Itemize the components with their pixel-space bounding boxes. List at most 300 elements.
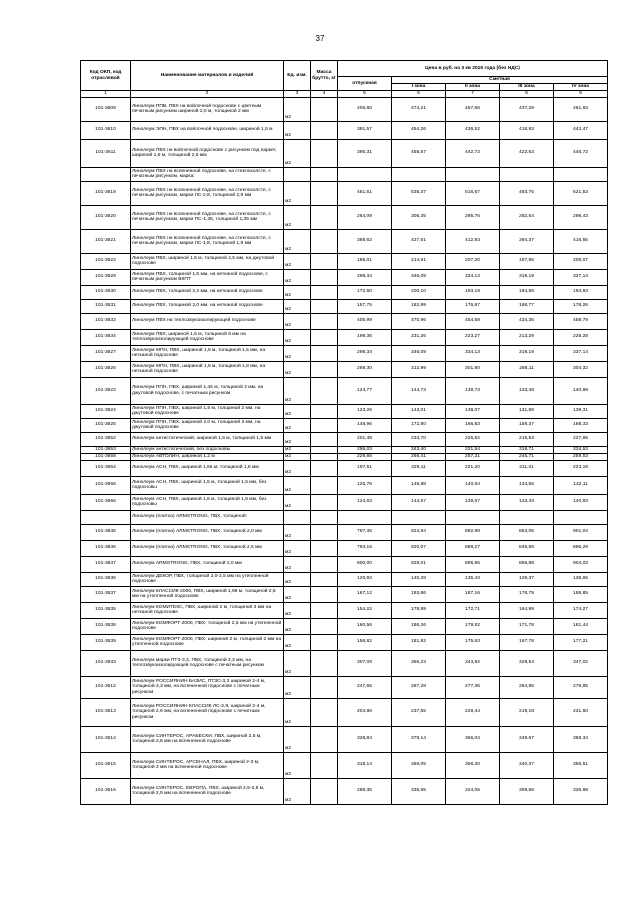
table-row [81, 97, 608, 121]
cell-name: Линолеум ПВХ, толщиной 2,0 мм, на нетканой подоснове [131, 299, 284, 313]
table-row [81, 285, 608, 299]
header-mass: Масса брутто, кг [311, 61, 338, 91]
cell-unit: м2 [284, 418, 311, 432]
cell-zone-2-price: 229,44 [446, 698, 500, 726]
cell-name: Линолеум ППН, ПВХ, шириной 1,5 м, толщиной 2 мм, на джутовой подоснове [131, 404, 284, 418]
cell-release-price: 124,77 [338, 377, 392, 404]
cell-unit: м2 [284, 778, 311, 804]
table-row [81, 418, 608, 432]
cell-code: 101-3637 [81, 586, 131, 602]
cell-unit: м2 [284, 572, 311, 586]
cell-zone-4-price: 142,11 [554, 476, 608, 494]
cell-zone-1-price: 233,70 [392, 432, 446, 446]
cell-zone-4-price: 209,07 [554, 253, 608, 269]
table-row [81, 229, 608, 253]
cell-unit: м2 [284, 453, 311, 460]
cell-zone-2-price: 436,52 [446, 121, 500, 139]
cell-zone-2-price: 356,30 [446, 752, 500, 778]
column-index: 4 [311, 91, 338, 98]
table-row [81, 540, 608, 556]
cell-zone-2-price: 301,90 [446, 361, 500, 377]
cell-zone-2-price: 257,21 [446, 453, 500, 460]
cell-name: Линолеум КОМФОРТ-2000, ПВХ, толщиной 2,5 мм на утепленной подоснове [131, 618, 284, 634]
cell-mass [311, 285, 338, 299]
cell-code: 101-3632 [81, 313, 131, 329]
cell-zone-4-price: 337,14 [554, 345, 608, 361]
cell-zone-2-price: 334,13 [446, 345, 500, 361]
cell-mass [311, 181, 338, 205]
cell-code: 101-3634 [81, 329, 131, 345]
cell-code: 101-3623 [81, 377, 131, 404]
cell-unit: м2 [284, 313, 311, 329]
cell-mass [311, 494, 338, 510]
cell-zone-2-price: 179,82 [446, 618, 500, 634]
cell-zone-2-price: 221,20 [446, 460, 500, 476]
cell-zone-3-price: 197,95 [500, 253, 554, 269]
cell-zone-2-price: 516,67 [446, 181, 500, 205]
table-header [81, 61, 608, 98]
cell-unit: м2 [284, 269, 311, 285]
cell-code: 101-3619 [81, 181, 131, 205]
column-index: 6 [392, 91, 446, 98]
cell-zone-2-price: 442,72 [446, 139, 500, 167]
cell-code: 101-3656 [81, 494, 131, 510]
cell-unit: м2 [284, 285, 311, 299]
cell-zone-4-price: 178,26 [554, 299, 608, 313]
cell-zone-4-price: 168,33 [554, 418, 608, 432]
table-row [81, 602, 608, 618]
cell-mass [311, 540, 338, 556]
cell-zone-1-price: 144,57 [392, 494, 446, 510]
cell-code: 101-3636 [81, 572, 131, 586]
cell-zone-3-price: 319,19 [500, 345, 554, 361]
table-row [81, 698, 608, 726]
cell-zone-3-price: 349,67 [500, 726, 554, 752]
cell-zone-1-price: 535,37 [392, 181, 446, 205]
cell-zone-1-price: 186,26 [392, 618, 446, 634]
cell-release-price: 269,30 [338, 361, 392, 377]
cell-name: Линолеум КОМИТЕКС, ПВХ, шириной 2 м, толщиной 3 мм на нетканой подоснове [131, 602, 284, 618]
cell-zone-2-price: 187,16 [446, 586, 500, 602]
cell-code: 101-3631 [81, 299, 131, 313]
cell-zone-3-price: 134,55 [500, 476, 554, 494]
cell-zone-2-price: 135,43 [446, 572, 500, 586]
cell-zone-2-price: 295,76 [446, 205, 500, 229]
cell-release-price: 148,96 [338, 418, 392, 432]
cell-unit: м2 [284, 476, 311, 494]
cell-release-price: 368,62 [338, 229, 392, 253]
cell-name: Линолеум РОССИЯНИН КЛАССИК ЛС-2,9, шириной 2-4 м, толщиной 2,9 мм, на вспененной подоснове с печатным рисунком [131, 698, 284, 726]
column-index: 9 [554, 91, 608, 98]
cell-zone-2-price: 324,05 [446, 778, 500, 804]
cell-zone-3-price: 309,56 [500, 778, 554, 804]
section-title: Линолеум (плитка) ARMSTRONG, ПВХ, толщиной: [131, 510, 284, 524]
cell-name: Линолеум РОССИЯНИН БАЗИС, ПТЗС-3,3 шириной 2-4 м, толщиной 3,3 мм, на вспененной подоснове с печатным рисунком [131, 676, 284, 698]
header-estimate: Сметная [392, 77, 608, 84]
cell-release-price: 797,35 [338, 524, 392, 540]
cell-zone-2-price: 892,98 [446, 524, 500, 540]
cell-mass [311, 698, 338, 726]
cell-zone-1-price: 214,91 [392, 253, 446, 269]
cell-zone-3-price: 211,31 [500, 460, 554, 476]
cell-zone-3-price: 493,75 [500, 181, 554, 205]
cell-unit: м2 [284, 121, 311, 139]
cell-mass [311, 361, 338, 377]
section-row [81, 167, 608, 181]
table-body [81, 97, 608, 804]
cell-release-price: 157,75 [338, 299, 392, 313]
cell-name: Линолеум ПВХ на войлочной подоснове с рисунком под паркет, шириной 1,5 м, толщиной 2,5 мм [131, 139, 284, 167]
cell-zone-1-price: 470,96 [392, 313, 446, 329]
header-unit: Ед. изм. [284, 61, 311, 91]
cell-mass [311, 432, 338, 446]
empty-cell [284, 510, 311, 524]
cell-mass [311, 313, 338, 329]
cell-name: Линолеум (плитка) ARMSTRONG, ПВХ, толщиной 2,0 мм [131, 524, 284, 540]
cell-code: 101-3653 [81, 446, 131, 453]
cell-zone-3-price: 848,55 [500, 540, 554, 556]
cell-zone-1-price: 172,80 [392, 418, 446, 432]
cell-name: Линолеум СИНТЕРОС, АРСЕНАЛ, ПВХ, шириной 2-3 м, толщиной 3 мм на вспененной подоснове [131, 752, 284, 778]
cell-name: Линолеум АСН, ПВХ, шириной 1,6 м, толщиной 1,5 мм, без подосновы [131, 494, 284, 510]
cell-release-price: 154,22 [338, 602, 392, 618]
column-index: 3 [284, 91, 311, 98]
cell-zone-4-price: 901,04 [554, 524, 608, 540]
cell-name: Линолеум ПВХ на вспененной подоснове, на стеклохолсте, с печатным рисунком, марки ЛС-2,8, толщиной 2,8 мм [131, 181, 284, 205]
empty-cell [446, 510, 500, 524]
cell-code: 101-3658 [81, 453, 131, 460]
empty-cell [554, 167, 608, 181]
cell-code: 101-3630 [81, 285, 131, 299]
cell-zone-2-price: 175,63 [446, 634, 500, 650]
cell-mass [311, 726, 338, 752]
table-row [81, 650, 608, 676]
cell-zone-4-price: 225,28 [554, 329, 608, 345]
cell-mass [311, 121, 338, 139]
cell-release-price: 405,60 [338, 97, 392, 121]
cell-unit: м2 [284, 377, 311, 404]
empty-cell [500, 510, 554, 524]
cell-zone-3-price: 215,53 [500, 432, 554, 446]
cell-zone-4-price: 140,99 [554, 377, 608, 404]
cell-unit: м2 [284, 726, 311, 752]
cell-unit: м2 [284, 556, 311, 572]
cell-zone-1-price: 229,11 [392, 460, 446, 476]
cell-mass [311, 602, 338, 618]
cell-code: 101-3621 [81, 229, 131, 253]
cell-name: Линолеум АВТОЛИН, шириной 1,2 м [131, 453, 284, 460]
cell-zone-4-price: 231,50 [554, 698, 608, 726]
cell-unit: м2 [284, 634, 311, 650]
empty-cell [446, 167, 500, 181]
cell-zone-3-price: 328,54 [500, 650, 554, 676]
table-row [81, 121, 608, 139]
table-row [81, 299, 608, 313]
cell-mass [311, 556, 338, 572]
cell-zone-3-price: 159,37 [500, 418, 554, 432]
cell-mass [311, 650, 338, 676]
cell-zone-4-price: 188,85 [554, 586, 608, 602]
table-row [81, 404, 608, 418]
cell-mass [311, 253, 338, 269]
cell-zone-1-price: 343,40 [392, 446, 446, 453]
cell-zone-4-price: 194,93 [554, 285, 608, 299]
header-zone-4: IV зона [554, 84, 608, 91]
cell-unit: м2 [284, 698, 311, 726]
cell-zone-1-price: 266,41 [392, 453, 446, 460]
column-index: 1 [81, 91, 131, 98]
cell-zone-1-price: 181,92 [392, 634, 446, 650]
cell-zone-4-price: 359,51 [554, 752, 608, 778]
page-number: 37 [315, 34, 325, 43]
cell-unit: м2 [284, 494, 311, 510]
table-row [81, 377, 608, 404]
cell-zone-1-price: 231,26 [392, 329, 446, 345]
cell-mass [311, 618, 338, 634]
cell-release-price: 201,48 [338, 432, 392, 446]
cell-zone-4-price: 223,19 [554, 460, 608, 476]
cell-name: Линолеум (плитка) ARMSTRONG, ПВХ, толщиной 2,5 мм [131, 540, 284, 556]
cell-zone-1-price: 287,28 [392, 676, 446, 698]
cell-release-price: 120,93 [338, 572, 392, 586]
cell-release-price: 125,76 [338, 476, 392, 494]
empty-cell [311, 167, 338, 181]
cell-release-price: 264,09 [338, 205, 392, 229]
cell-mass [311, 453, 338, 460]
cell-unit: м2 [284, 446, 311, 453]
cell-zone-1-price: 144,73 [392, 377, 446, 404]
cell-name: Линолеум ПВХ, толщиной 1,6 мм, на нетканой подоснове, с печатным рисунком ВКПТ [131, 269, 284, 285]
cell-release-price: 160,56 [338, 618, 392, 634]
cell-zone-1-price: 140,28 [392, 572, 446, 586]
empty-cell [284, 167, 311, 181]
cell-zone-1-price: 346,09 [392, 269, 446, 285]
cell-code: 101-3620 [81, 205, 131, 229]
cell-zone-1-price: 178,89 [392, 602, 446, 618]
cell-zone-4-price: 904,03 [554, 556, 608, 572]
cell-code: 101-3933 [81, 650, 131, 676]
cell-zone-2-price: 331,54 [446, 446, 500, 453]
table-row [81, 572, 608, 586]
cell-code: 101-3626 [81, 361, 131, 377]
cell-zone-3-price: 184,55 [500, 285, 554, 299]
cell-unit: м2 [284, 253, 311, 269]
column-index: 8 [500, 91, 554, 98]
cell-release-price: 395,31 [338, 139, 392, 167]
cell-name: Линолеум СИНТЕРОС, ЕВРОПА, ПВХ, шириной 2,5-3,5 м, толщиной 2,9 мм на вспененной подоснове [131, 778, 284, 804]
cell-zone-4-price: 259,53 [554, 453, 608, 460]
table-row [81, 345, 608, 361]
table-row [81, 329, 608, 345]
cell-release-price: 307,09 [338, 650, 392, 676]
cell-zone-3-price: 131,89 [500, 404, 554, 418]
cell-zone-2-price: 193,19 [446, 285, 500, 299]
table-row [81, 494, 608, 510]
table-row [81, 460, 608, 476]
cell-mass [311, 229, 338, 253]
cell-unit: м2 [284, 361, 311, 377]
header-zone-1: I зона [392, 84, 446, 91]
cell-name: Линолеум ПВХ, шириной 1,5 м, толщиной 5 мм на теплозвукоизолирующей подоснове [131, 329, 284, 345]
cell-code [81, 510, 131, 524]
cell-zone-3-price: 855,88 [500, 556, 554, 572]
section-row [81, 510, 608, 524]
cell-zone-1-price: 924,94 [392, 524, 446, 540]
cell-name: Линолеум ARMSTRONG, ПВХ, толщиной 2,0 мм [131, 556, 284, 572]
cell-zone-2-price: 457,66 [446, 97, 500, 121]
cell-name: Линолеум АСН, ПВХ, шириной 1,5 м, толщиной 1,5 мм, без подосновы [131, 476, 284, 494]
cell-zone-3-price: 340,37 [500, 752, 554, 778]
cell-name: Линолеум ПВХ на вспененной подоснове, на стеклохолсте, с печатным рисунком, марки ЛС-1,8, толщиной 1,8 мм [131, 229, 284, 253]
cell-mass [311, 676, 338, 698]
cell-mass [311, 446, 338, 453]
empty-cell [392, 510, 446, 524]
cell-mass [311, 524, 338, 540]
cell-code: 101-3613 [81, 698, 131, 726]
cell-release-price: 172,50 [338, 285, 392, 299]
cell-release-price: 318,14 [338, 752, 392, 778]
empty-cell [311, 510, 338, 524]
cell-release-price: 229,66 [338, 453, 392, 460]
cell-zone-4-price: 521,53 [554, 181, 608, 205]
cell-zone-4-price: 461,93 [554, 97, 608, 121]
table-row [81, 205, 608, 229]
cell-zone-1-price: 335,65 [392, 778, 446, 804]
cell-release-price: 199,36 [338, 329, 392, 345]
cell-zone-3-price: 133,33 [500, 494, 554, 510]
cell-mass [311, 418, 338, 432]
header-release: отпускная [338, 77, 392, 91]
cell-name: Линолеум ПВХ, шириной 1,5 м, толщиной 2,5 мм, на джутовой подоснове [131, 253, 284, 269]
cell-unit: м2 [284, 618, 311, 634]
price-table [80, 60, 608, 805]
cell-code: 101-3646 [81, 540, 131, 556]
table-row [81, 181, 608, 205]
cell-name: Линолеум МПН, ПВХ, шириной 1,5 м, толщиной 1,8 мм, на нетканой подоснове [131, 361, 284, 377]
cell-release-price: 156,82 [338, 634, 392, 650]
cell-zone-4-price: 446,72 [554, 139, 608, 167]
cell-code: 101-3610 [81, 121, 131, 139]
cell-zone-4-price: 326,98 [554, 778, 608, 804]
table-row [81, 253, 608, 269]
cell-mass [311, 377, 338, 404]
cell-name: Линолеум ПВХ на вспененной подоснове, на стеклохолсте, с печатным рисунком, марки ПС-1,35, толщиной 1,35 мм [131, 205, 284, 229]
cell-code: 101-3654 [81, 460, 131, 476]
cell-zone-3-price: 171,78 [500, 618, 554, 634]
cell-zone-4-price: 181,44 [554, 618, 608, 634]
cell-zone-4-price: 227,65 [554, 432, 608, 446]
cell-code: 101-3638 [81, 618, 131, 634]
empty-cell [338, 510, 392, 524]
cell-code: 101-3639 [81, 634, 131, 650]
cell-code: 101-3655 [81, 476, 131, 494]
table-row [81, 269, 608, 285]
cell-zone-3-price: 434,35 [500, 313, 554, 329]
cell-zone-1-price: 346,09 [392, 345, 446, 361]
cell-zone-1-price: 143,01 [392, 404, 446, 418]
cell-release-price: 247,65 [338, 676, 392, 698]
cell-zone-4-price: 896,29 [554, 540, 608, 556]
cell-release-price: 185,01 [338, 253, 392, 269]
cell-zone-2-price: 454,68 [446, 313, 500, 329]
table-row [81, 361, 608, 377]
cell-unit: м2 [284, 229, 311, 253]
cell-zone-2-price: 140,84 [446, 476, 500, 494]
cell-release-price: 289,35 [338, 778, 392, 804]
cell-unit: м2 [284, 404, 311, 418]
cell-zone-1-price: 427,61 [392, 229, 446, 253]
cell-zone-3-price: 164,99 [500, 602, 554, 618]
cell-code: 101-3629 [81, 269, 131, 285]
cell-zone-1-price: 237,65 [392, 698, 446, 726]
cell-zone-4-price: 136,65 [554, 572, 608, 586]
cell-zone-4-price: 279,85 [554, 676, 608, 698]
table-row [81, 726, 608, 752]
cell-zone-4-price: 304,32 [554, 361, 608, 377]
cell-name: Линолеум ПВХ, толщиной 2,2 мм, на нетканой подоснове [131, 285, 284, 299]
cell-zone-1-price: 312,99 [392, 361, 446, 377]
cell-zone-1-price: 474,21 [392, 97, 446, 121]
cell-name: Линолеум ДЕКОР, ПВХ, толщиной 2,0-2,5 мм на утепленной подоснове [131, 572, 284, 586]
cell-unit: м2 [284, 460, 311, 476]
empty-cell [338, 167, 392, 181]
cell-zone-4-price: 140,83 [554, 494, 608, 510]
cell-zone-4-price: 458,79 [554, 313, 608, 329]
column-index: 5 [338, 91, 392, 98]
cell-zone-2-price: 366,04 [446, 726, 500, 752]
table-row [81, 556, 608, 572]
header-code: Код ОКП, код отраслевой [81, 61, 131, 91]
cell-mass [311, 139, 338, 167]
cell-zone-3-price: 418,93 [500, 121, 554, 139]
table-row [81, 618, 608, 634]
cell-name: Линолеум КОМФОРТ-2000, ПВХ, шириной 2 м, толщиной 2 мм на утепленной подоснове [131, 634, 284, 650]
cell-zone-4-price: 416,56 [554, 229, 608, 253]
cell-zone-3-price: 437,29 [500, 97, 554, 121]
cell-name: Линолеум ППН, ПВХ, шириной 2,0 м, толщиной 3 мм, на джутовой подоснове [131, 418, 284, 432]
cell-unit: м2 [284, 540, 311, 556]
cell-zone-3-price: 288,11 [500, 361, 554, 377]
cell-name: Линолеум ППН, ПВХ, шириной 1,45 м, толщиной 2 мм, на джутовой подоснове, с печатным рисунком [131, 377, 284, 404]
cell-zone-3-price: 394,37 [500, 229, 554, 253]
cell-unit: м2 [284, 181, 311, 205]
cell-zone-4-price: 139,31 [554, 404, 608, 418]
cell-unit: м2 [284, 299, 311, 313]
cell-code: 101-3609 [81, 97, 131, 121]
cell-zone-2-price: 139,73 [446, 377, 500, 404]
cell-zone-4-price: 334,53 [554, 446, 608, 453]
cell-release-price: 204,86 [338, 698, 392, 726]
cell-zone-2-price: 172,71 [446, 602, 500, 618]
header-zone-3: III зона [500, 84, 554, 91]
cell-code: 101-3627 [81, 345, 131, 361]
cell-unit: м2 [284, 676, 311, 698]
cell-release-price: 298,34 [338, 269, 392, 285]
cell-mass [311, 778, 338, 804]
cell-release-price: 461,51 [338, 181, 392, 205]
cell-name: Линолеум АСН, ПВХ, шириной 1,55 м, толщиной 1,8 мм [131, 460, 284, 476]
empty-cell [392, 167, 446, 181]
cell-name: Линолеум ПВХ на теплозвукоизолирующей подоснове [131, 313, 284, 329]
cell-zone-3-price: 264,95 [500, 676, 554, 698]
table-row [81, 586, 608, 602]
table-row [81, 476, 608, 494]
table-row [81, 524, 608, 540]
cell-release-price: 800,00 [338, 556, 392, 572]
cell-zone-1-price: 193,86 [392, 586, 446, 602]
cell-zone-2-price: 139,57 [446, 494, 500, 510]
cell-zone-2-price: 412,93 [446, 229, 500, 253]
